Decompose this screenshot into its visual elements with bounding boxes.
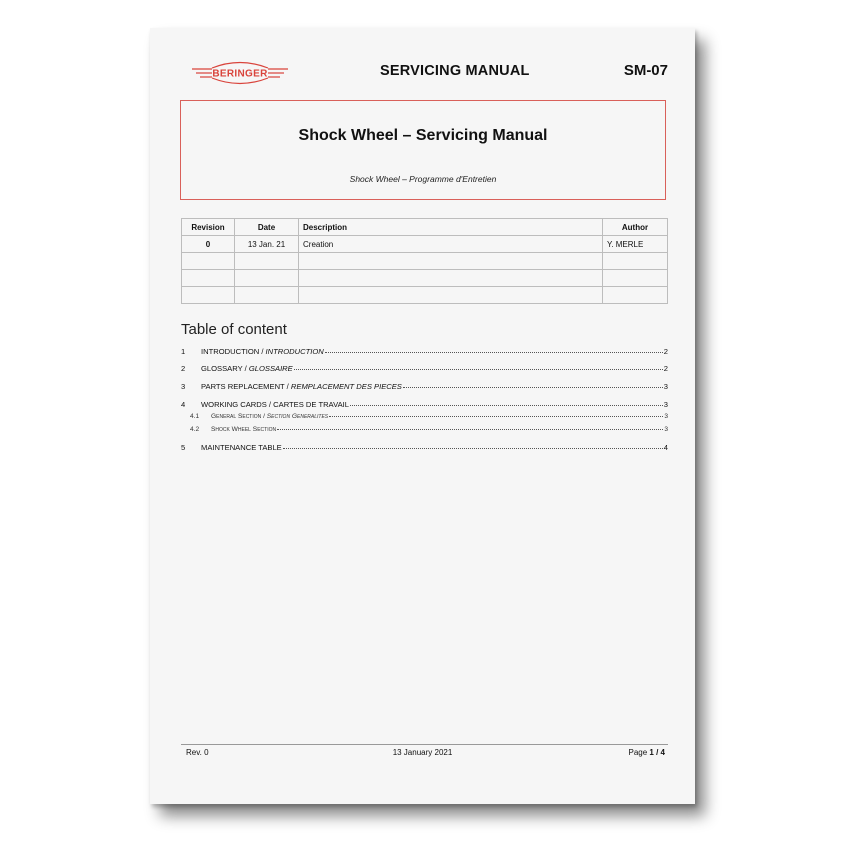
footer-page-number: Page 1 / 4 xyxy=(628,748,665,757)
toc-number: 4.1 xyxy=(190,413,200,420)
toc-label: MAINTENANCE TABLE xyxy=(201,443,282,452)
toc-entry-maintenance-table[interactable] xyxy=(181,443,668,452)
revision-cell xyxy=(182,270,235,287)
header-title: SERVICING MANUAL xyxy=(380,63,530,79)
toc-label: GLOSSARY / GLOSSAIRE xyxy=(201,364,293,373)
table-row xyxy=(182,236,668,253)
page-header xyxy=(190,59,668,87)
toc-leader xyxy=(325,352,663,353)
toc-leader xyxy=(294,369,663,370)
document-page xyxy=(150,28,695,804)
footer-revision: Rev. 0 xyxy=(186,748,209,757)
toc-page-number: 2 xyxy=(663,347,668,356)
description-cell xyxy=(299,287,603,304)
table-row xyxy=(182,270,668,287)
column-header-author: Author xyxy=(603,219,668,236)
column-header-date: Date xyxy=(235,219,299,236)
toc-entry-introduction[interactable] xyxy=(181,347,668,356)
author-cell xyxy=(603,253,668,270)
revision-cell: 0 xyxy=(182,236,235,253)
column-header-description: Description xyxy=(299,219,603,236)
toc-label: General Section / Section Generalites xyxy=(211,413,329,420)
toc-page-number: 4 xyxy=(663,443,668,452)
toc-label: INTRODUCTION / INTRODUCTION xyxy=(201,347,324,356)
toc-page-number: 3 xyxy=(663,382,668,391)
toc-entry-glossary[interactable] xyxy=(181,364,668,373)
column-header-revision: Revision xyxy=(182,219,235,236)
toc-title: Table of content xyxy=(181,321,287,338)
date-cell xyxy=(235,287,299,304)
revision-header-row xyxy=(182,219,668,236)
toc-label: WORKING CARDS / CARTES DE TRAVAIL xyxy=(201,400,349,409)
toc-entry-general-section[interactable] xyxy=(181,413,668,420)
beringer-logo xyxy=(190,59,290,87)
toc-page-number: 3 xyxy=(664,413,668,420)
toc-label: PARTS REPLACEMENT / REMPLACEMENT DES PIECES xyxy=(201,382,402,391)
revision-table xyxy=(181,218,668,304)
date-cell xyxy=(235,253,299,270)
toc-number: 4 xyxy=(181,400,186,409)
toc-leader xyxy=(277,429,663,430)
toc-page-number: 3 xyxy=(664,426,668,433)
toc-leader xyxy=(403,387,663,388)
description-cell xyxy=(299,253,603,270)
toc-number: 5 xyxy=(181,443,186,452)
document-subtitle: Shock Wheel – Programme d'Entretien xyxy=(349,174,497,184)
toc-page-number: 2 xyxy=(663,364,668,373)
date-cell xyxy=(235,270,299,287)
document-title: Shock Wheel – Servicing Manual xyxy=(298,127,548,144)
table-row xyxy=(182,253,668,270)
toc-number: 2 xyxy=(181,364,186,373)
footer-divider xyxy=(181,744,668,745)
author-cell xyxy=(603,270,668,287)
revision-cell xyxy=(182,253,235,270)
table-row xyxy=(182,287,668,304)
toc-label: Shock Wheel Section xyxy=(211,426,277,433)
author-cell: Y. MERLE xyxy=(603,236,668,253)
toc-entry-shock-wheel-section[interactable] xyxy=(181,426,668,433)
toc-entry-working-cards[interactable] xyxy=(181,400,668,409)
toc-number: 3 xyxy=(181,382,186,391)
description-cell: Creation xyxy=(299,236,603,253)
toc-page-number: 3 xyxy=(663,400,668,409)
toc-number: 4.2 xyxy=(190,426,200,433)
document-code: SM-07 xyxy=(623,62,668,79)
svg-text:BERINGER: BERINGER xyxy=(212,68,268,80)
description-cell xyxy=(299,270,603,287)
toc-entry-parts-replacement[interactable] xyxy=(181,382,668,391)
toc-leader xyxy=(283,448,663,449)
author-cell xyxy=(603,287,668,304)
toc-number: 1 xyxy=(181,347,186,356)
toc-leader xyxy=(350,405,663,406)
revision-cell xyxy=(182,287,235,304)
date-cell: 13 Jan. 21 xyxy=(235,236,299,253)
title-box xyxy=(180,100,666,200)
footer-date: 13 January 2021 xyxy=(392,748,453,757)
toc-leader xyxy=(329,416,663,417)
